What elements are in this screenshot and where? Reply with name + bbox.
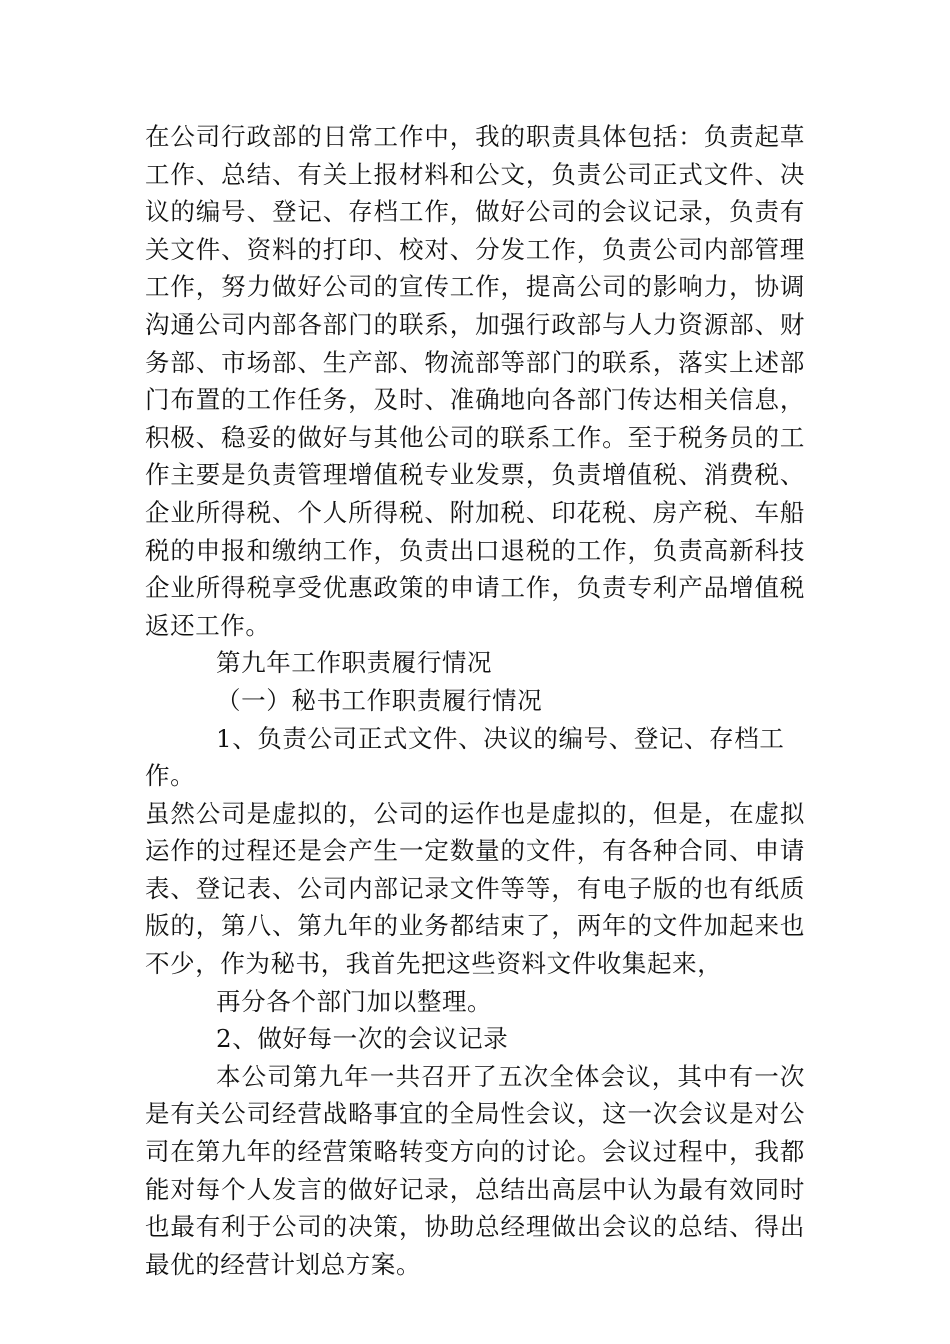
document-body bbox=[145, 118, 805, 1283]
section-title: 第九年工作职责履行情况 bbox=[216, 648, 493, 678]
subsection-title: （一）秘书工作职责履行情况 bbox=[216, 685, 543, 715]
item1-continuation: 再分各个部门加以整理。 bbox=[216, 986, 493, 1016]
item2-heading: 2、做好每一次的会议记录 bbox=[216, 1024, 509, 1054]
item2-body-paragraph: 本公司第九年一共召开了五次全体会议，其中有一次是有关公司经营战略事宜的全局性会议，这一次会议是对公司在第九年的经营策略转变方向的讨论。会议过程中，我都能对每个人发言的做好记录，总结出高层中认为最有效同时也最有利于公司的决策，协助总经理做出会议的总结、得出最优的经营计划总方案。 bbox=[145, 1061, 805, 1279]
duties-overview-paragraph: 在公司行政部的日常工作中，我的职责具体包括：负责起草工作、总结、有关上报材料和公文，负责公司正式文件、决议的编号、登记、存档工作，做好公司的会议记录，负责有关文件、资料的打印、校对、分发工作，负责公司内部管理工作，努力做好公司的宣传工作，提高公司的影响力，协调沟通公司内部各部门的联系，加强行政部与人力资源部、财务部、市场部、生产部、物流部等部门的联系，落实上述部门布置的工作任务，及时、准确地向各部门传达相关信息，积极、稳妥的做好与其他公司的联系工作。至于税务员的工作主要是负责管理增值税专业发票，负责增值税、消费税、企业所得税、个人所得税、附加税、印花税、房产税、车船税的申报和缴纳工作，负责出口退税的工作，负责高新科技企业所得税享受优惠政策的申请工作，负责专利产品增值税返还工作。 bbox=[145, 122, 805, 640]
item1-body-paragraph: 虽然公司是虚拟的，公司的运作也是虚拟的，但是，在虚拟运作的过程还是会产生一定数量的文件，有各种合同、申请表、登记表、公司内部记录文件等等，有电子版的也有纸质版的，第八、第九年的业务都结束了，两年的文件加起来也不少，作为秘书，我首先把这些资料文件收集起来， bbox=[145, 798, 805, 979]
item1-heading: 1、负责公司正式文件、决议的编号、登记、存档工作。 bbox=[145, 723, 785, 791]
